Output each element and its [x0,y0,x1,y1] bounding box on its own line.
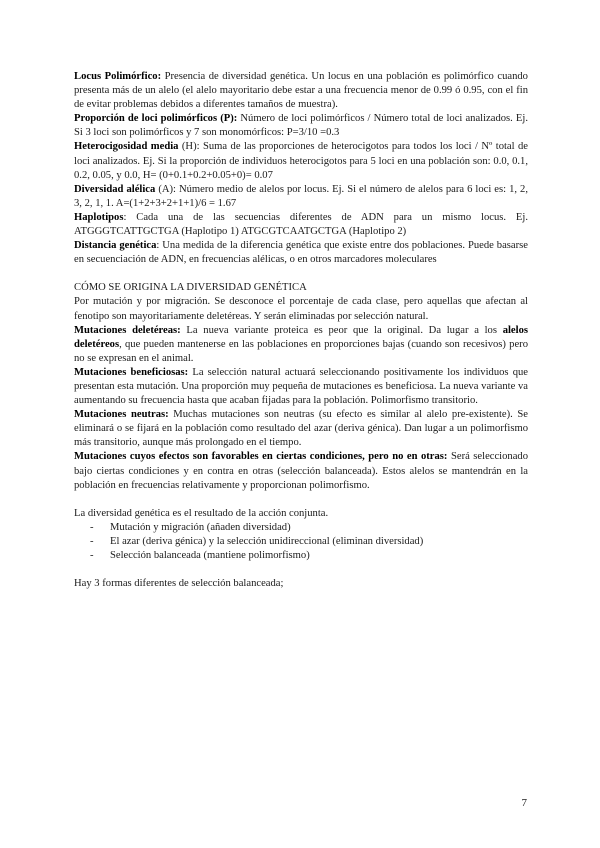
definition-term: Locus Polimórfico: [74,71,162,82]
definition-proporcion-loci [74,112,528,140]
definition-locus-polimorfico [74,70,528,112]
intro-paragraph: Por mutación y por migración. Se desconoce el porcentaje de cada clase, pero aquellas que afectan al fenotipo son mayoritariamente deletéreas. Y serán eliminadas por selección natural. [74,296,528,322]
definition-text: Presencia de diversidad genética. Un locus en una población es polimórfico cuando presenta más de un alelo (el alelo mayoritario debe estar a una frecuencia menor de 0.99 ó 0.95, con el fin de evitar problemas debidos a diferentes tamaños de muestra). [74,71,528,111]
list-item [90,535,528,549]
definition-text: (A): Número medio de alelos por locus. Ej. Si el número de alelos para 6 loci es: 1, 2, 3, 2, 1, 1. A=(1+2+3+2+1+1)/6 = 1.67 [74,183,529,209]
mutation-text: La selección natural actuará seleccionando positivamente los individuos que presentan esta mutación. Una proporción muy pequeña de mutaciones es beneficiosa. La nueva variante va aumentando su frecuencia hasta que acaban fijadas para la población. Polimorfismo transitorio. [74,366,528,407]
mutation-term: Mutaciones cuyos efectos son favorables en ciertas condiciones, pero no en otras: [74,451,448,463]
definition-text: (H): Suma de las proporciones de heterocigotos para todos los loci / Nº total de loci analizados. Ej. Si la proporción de individuos heterocigotos para 5 loci en una población son: 0.0, 0.1, 0.2, 0.05, y 0.0, H= (0+0.1+0.2+0.05+0)= 0.07 [74,141,529,181]
definition-text: Número de loci polimórficos / Número total de loci analizados. Ej. Si 3 loci son polimórficos y 7 son monomórficos: P=3/10 =0.3 [74,113,528,139]
definition-heterocigosidad [74,140,528,182]
page-content [74,70,528,591]
mutation-text: La nueva variante proteica es peor que la original. Da lugar a los [180,324,503,336]
list-bullet: - [90,521,94,533]
mutation-text: , que pueden mantenerse en las poblaciones en proporciones bajas (cuando son recesivos) pero no se expresan en el animal. [74,338,528,364]
mutation-term: Mutaciones neutras: [74,409,169,421]
definition-term: Heterocigosidad media [74,141,179,153]
list-bullet: - [90,550,94,561]
mutation-term: Mutaciones beneficiosas: [74,366,189,378]
list-bullet: - [90,535,94,547]
mutations-conditional [74,450,528,492]
definition-text: : Cada una de las secuencias diferentes de ADN para un mismo locus. Ej. ATGGGTCATTGCTGA (Haplotipo 1) ATGCGTCAATGCTGA (Haplotipo 2) [74,211,528,238]
summary-list [74,521,528,563]
mutations-neutral [74,408,528,450]
spacer [74,563,528,577]
mutation-text: Muchas mutaciones son neutras (su efecto es similar al alelo pre-existente). Se eliminará o se fijará en la población como resultado del azar (deriva génica). Dan lugar a un polimorfismo más transitorio, aunque más prolongado en el tiempo. [74,409,529,449]
definition-distancia-genetica [74,239,528,267]
closing-line: Hay 3 formas diferentes de selección balanceada; [74,578,284,590]
definition-term: Diversidad alélica [74,183,156,195]
list-item-text: El azar (deriva génica) y la selección unidireccional (eliminan diversidad) [110,535,424,547]
definition-text: : Una medida de la diferencia genética que existe entre dos poblaciones. Puede basarse en secuenciación de ADN, en frecuencias alélicas, o en otros marcadores moleculares [74,240,528,266]
mutations-beneficial [74,366,528,408]
spacer [74,267,528,281]
spacer [74,493,528,507]
definition-term: Haplotipos [74,211,124,223]
definition-term: Proporción de loci polimórficos (P): [74,113,238,125]
summary-intro: La diversidad genética es el resultado de la acción conjunta. [74,507,329,519]
definition-haplotipos [74,211,528,239]
list-item-text: Mutación y migración (añaden diversidad) [110,521,291,533]
list-item [90,549,528,563]
list-item-text: Selección balanceada (mantiene polimorfismo) [110,550,310,561]
mutation-inline-term: alelos deletéreos [74,324,528,350]
definition-diversidad-alelica [74,183,528,211]
list-item [90,521,528,535]
mutations-deleterious [74,324,528,366]
definition-term: Distancia genética [74,240,157,252]
page-number: 7 [521,797,527,809]
section-heading: CÓMO SE ORIGINA LA DIVERSIDAD GENÉTICA [74,282,307,294]
mutation-text: Será seleccionado bajo ciertas condiciones y en contra en otras (selección balanceada). Estos alelos se mantendrán en la población en frecuencias relativamente y proporcionan polimorfismo. [74,451,529,491]
mutation-term: Mutaciones deletéreas: [74,324,181,336]
